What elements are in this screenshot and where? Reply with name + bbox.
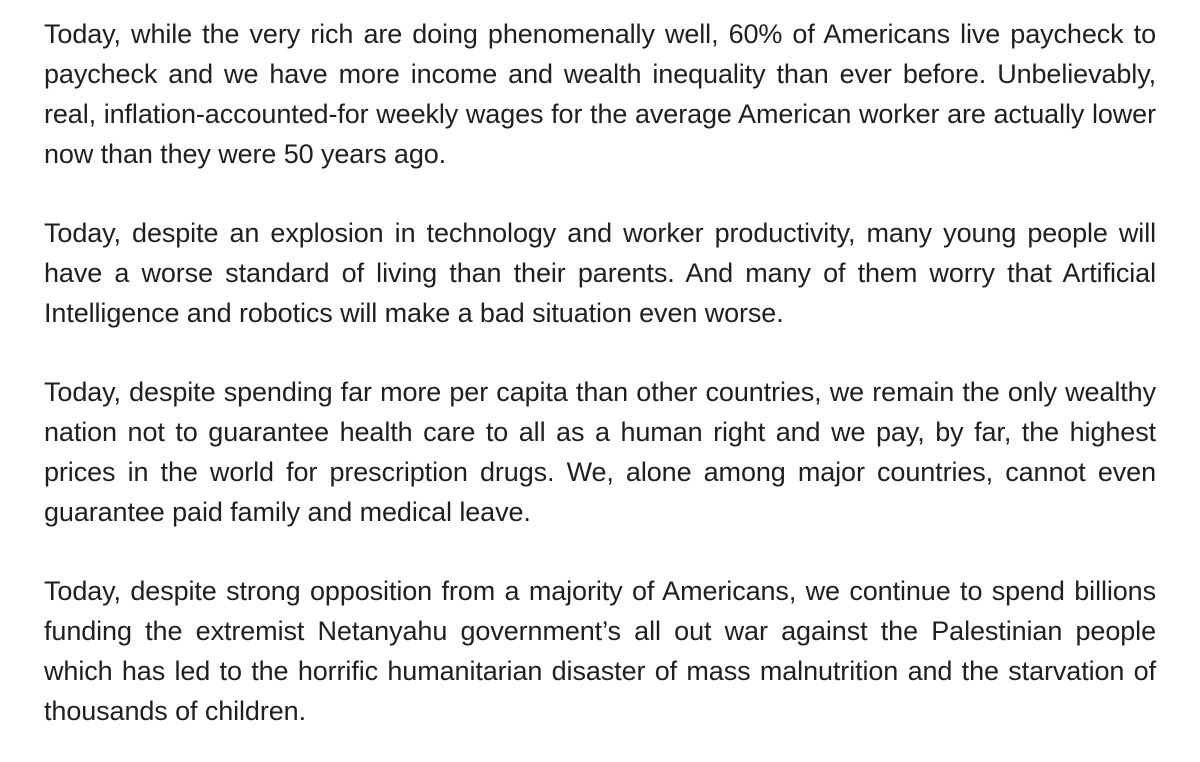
paragraph-foreign-policy: Today, despite strong opposition from a majority of Americans, we continue to spend billions funding the extremist Netanyahu government’s all out war against the Palestinian people which has led to the horrific humanitarian disaster of mass malnutrition and the starvation of thousands of children.: [44, 576, 1156, 726]
paragraph-technology-productivity: Today, despite an explosion in technology and worker productivity, many young people will have a worse standard of living than their parents. And many of them worry that Artificial Intelligence and robotics will make a bad situation even worse.: [44, 218, 1156, 328]
paragraph-wealth-inequality: Today, while the very rich are doing phenomenally well, 60% of Americans live paycheck to paycheck and we have more income and wealth inequality than ever before. Unbelievably, real, inflation-accounted-for weekly wages for the average American worker are actually lower now than they were 50 years ago.: [44, 19, 1156, 169]
paragraph-health-care: Today, despite spending far more per capita than other countries, we remain the only wealthy nation not to guarantee health care to all as a human right and we pay, by far, the highest prices in the world for prescription drugs. We, alone among major countries, cannot even guarantee paid family and medical leave.: [44, 377, 1156, 527]
document-body: [44, 14, 1156, 731]
